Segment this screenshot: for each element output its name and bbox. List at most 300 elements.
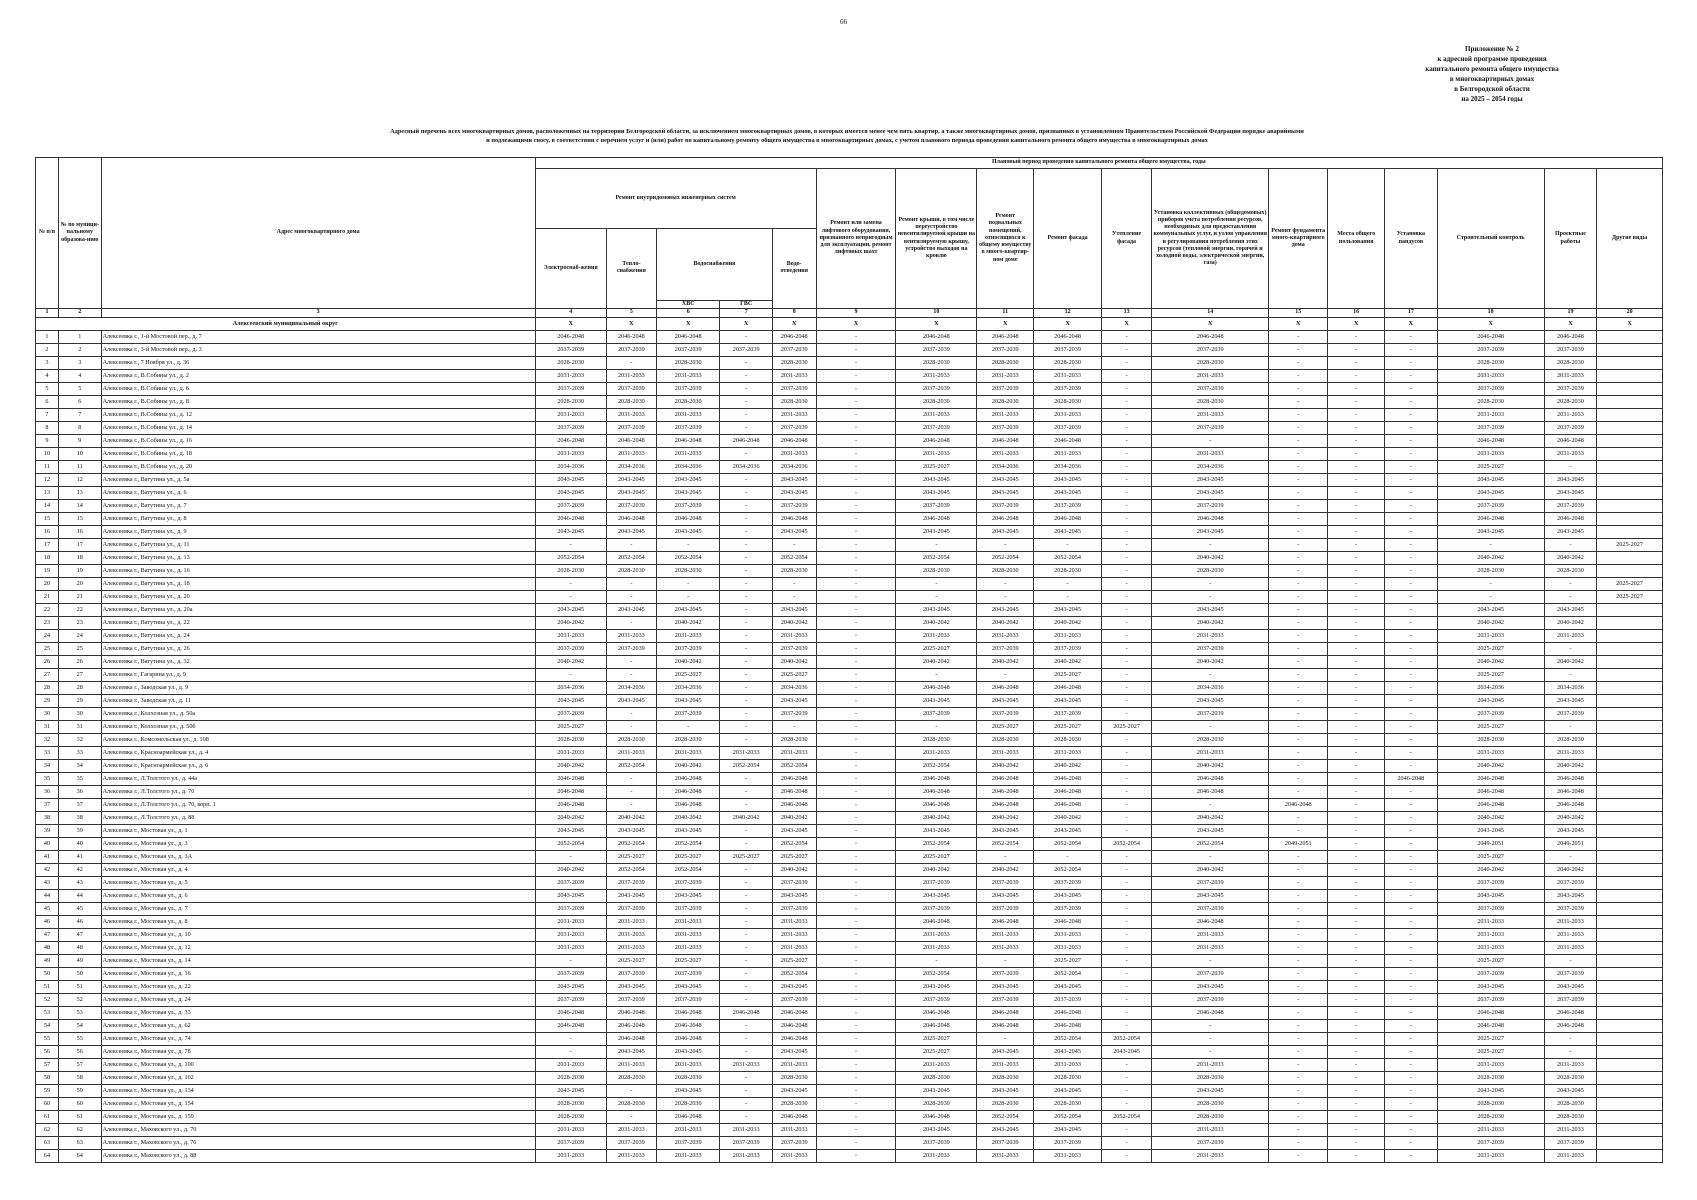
table-cell: - <box>1269 435 1328 448</box>
table-cell: 2052-2054 <box>896 760 977 773</box>
table-cell: - <box>720 500 772 513</box>
table-cell: 2046-2048 <box>1269 799 1328 812</box>
column-number: 19 <box>1544 309 1596 318</box>
table-cell: 10 <box>58 448 101 461</box>
table-cell: 2046-2048 <box>1034 331 1102 344</box>
table-cell: 2040-2042 <box>1152 656 1269 669</box>
table-cell: 2052-2054 <box>896 968 977 981</box>
table-cell: - <box>1101 578 1151 591</box>
table-cell: 2037-2039 <box>606 383 656 396</box>
table-cell: 2031-2033 <box>772 942 816 955</box>
table-cell: - <box>1328 890 1385 903</box>
table-cell: - <box>1385 1137 1437 1150</box>
table-cell: 2043-2045 <box>896 604 977 617</box>
table-cell: - <box>1385 942 1437 955</box>
table-cell: 2043-2045 <box>1034 604 1102 617</box>
table-cell: 2031-2033 <box>657 1150 720 1163</box>
table-cell: 2043-2045 <box>657 981 720 994</box>
table-cell: 42 <box>36 864 59 877</box>
table-cell: 2028-2030 <box>1544 1111 1596 1124</box>
table-cell: - <box>720 487 772 500</box>
table-cell: - <box>977 1033 1034 1046</box>
table-cell: 2037-2039 <box>896 1137 977 1150</box>
table-cell: 2031-2033 <box>606 1059 656 1072</box>
table-row <box>36 851 1663 864</box>
table-cell: - <box>657 578 720 591</box>
table-cell <box>1597 669 1663 682</box>
table-cell: 2031-2033 <box>657 1059 720 1072</box>
table-cell: 2031-2033 <box>720 1124 772 1137</box>
table-cell: 2037-2039 <box>606 903 656 916</box>
table-cell: - <box>1437 591 1544 604</box>
table-cell: 37 <box>58 799 101 812</box>
table-cell: 2043-2045 <box>1034 695 1102 708</box>
table-cell: 2028-2030 <box>535 734 606 747</box>
table-cell: - <box>1101 695 1151 708</box>
table-cell: - <box>1328 903 1385 916</box>
table-cell: 2037-2039 <box>535 344 606 357</box>
table-cell: 44 <box>36 890 59 903</box>
table-cell: - <box>816 1046 896 1059</box>
address-cell: Алексеевка г., Мостовая ул., д. 6 <box>101 890 535 903</box>
table-cell: 2025-2027 <box>1437 955 1544 968</box>
table-cell: 2031-2033 <box>1437 1150 1544 1163</box>
table-cell: 2037-2039 <box>1437 903 1544 916</box>
table-cell: 2043-2045 <box>535 890 606 903</box>
table-cell <box>1597 760 1663 773</box>
table-cell: - <box>1101 591 1151 604</box>
appendix-line: на 2025 – 2054 годы <box>1461 95 1523 103</box>
table-cell: 45 <box>58 903 101 916</box>
table-cell: 2031-2033 <box>1544 747 1596 760</box>
table-cell: - <box>1269 513 1328 526</box>
table-cell: - <box>1152 578 1269 591</box>
table-cell <box>1597 383 1663 396</box>
table-cell: - <box>1385 513 1437 526</box>
table-cell: 2031-2033 <box>896 448 977 461</box>
table-cell: - <box>1328 1072 1385 1085</box>
column-number: 10 <box>896 309 977 318</box>
table-cell: 2028-2030 <box>606 396 656 409</box>
table-cell: 2052-2054 <box>977 552 1034 565</box>
table-cell: 2037-2039 <box>772 422 816 435</box>
table-cell: 2034-2036 <box>1544 682 1596 695</box>
table-cell: 2031-2033 <box>896 370 977 383</box>
table-cell: 2031-2033 <box>1034 747 1102 760</box>
table-cell: 2046-2048 <box>1034 773 1102 786</box>
table-cell: 2037-2039 <box>657 877 720 890</box>
table-cell <box>1597 630 1663 643</box>
table-cell: 2028-2030 <box>772 357 816 370</box>
table-row <box>36 643 1663 656</box>
table-cell: 40 <box>36 838 59 851</box>
table-cell: 2028-2030 <box>1544 734 1596 747</box>
table-cell: - <box>720 552 772 565</box>
table-cell: - <box>606 1111 656 1124</box>
table-cell: 2043-2045 <box>1437 981 1544 994</box>
table-cell: - <box>1101 994 1151 1007</box>
table-cell: 2043-2045 <box>606 604 656 617</box>
table-cell: - <box>1544 461 1596 474</box>
table-cell: 38 <box>58 812 101 825</box>
table-cell: 2049-2051 <box>1544 838 1596 851</box>
table-cell: 2040-2042 <box>1152 760 1269 773</box>
address-cell: Алексеевка г., Мостовая ул., д. 74 <box>101 1033 535 1046</box>
table-cell: 2040-2042 <box>1034 656 1102 669</box>
table-cell: 43 <box>36 877 59 890</box>
table-cell: 2037-2039 <box>1034 903 1102 916</box>
table-cell: 2046-2048 <box>1544 786 1596 799</box>
table-cell: - <box>1385 864 1437 877</box>
table-cell: 2037-2039 <box>535 1137 606 1150</box>
table-cell: 2043-2045 <box>1544 526 1596 539</box>
address-cell: Алексеевка г., Ватутина ул., д. 5а <box>101 474 535 487</box>
table-row <box>36 617 1663 630</box>
table-cell: - <box>720 565 772 578</box>
table-cell: 60 <box>36 1098 59 1111</box>
table-cell: 2031-2033 <box>1152 630 1269 643</box>
table-row <box>36 669 1663 682</box>
section-mark: X <box>1544 318 1596 331</box>
table-cell: 2031-2033 <box>535 1059 606 1072</box>
table-cell: 2025-2027 <box>1437 1033 1544 1046</box>
table-cell: - <box>1328 1098 1385 1111</box>
table-cell: - <box>720 903 772 916</box>
table-cell: 2043-2045 <box>606 695 656 708</box>
table-cell: 2028-2030 <box>1544 565 1596 578</box>
table-cell: 6 <box>36 396 59 409</box>
table-cell: 2043-2045 <box>1034 1085 1102 1098</box>
table-cell: 2028-2030 <box>657 396 720 409</box>
table-cell: - <box>1328 357 1385 370</box>
table-cell: 2040-2042 <box>1034 812 1102 825</box>
table-cell: 2031-2033 <box>535 1124 606 1137</box>
table-cell: - <box>1328 942 1385 955</box>
table-cell: 2043-2045 <box>606 825 656 838</box>
table-cell: 2052-2054 <box>1101 838 1151 851</box>
table-cell: 2043-2045 <box>977 695 1034 708</box>
header-other: Другие виды <box>1597 169 1663 309</box>
table-cell <box>1597 825 1663 838</box>
table-cell: - <box>720 955 772 968</box>
table-cell: - <box>1269 1150 1328 1163</box>
address-cell: Алексеевка г., Заводская ул., д. 9 <box>101 682 535 695</box>
table-cell: - <box>896 591 977 604</box>
table-cell: 2046-2048 <box>1034 682 1102 695</box>
table-cell: 2028-2030 <box>977 357 1034 370</box>
table-cell <box>1597 656 1663 669</box>
table-cell: 2031-2033 <box>535 747 606 760</box>
table-cell: 2028-2030 <box>896 396 977 409</box>
table-cell: 2043-2045 <box>1544 604 1596 617</box>
table-cell: - <box>720 604 772 617</box>
table-cell: 2046-2048 <box>1437 513 1544 526</box>
table-cell: 41 <box>36 851 59 864</box>
table-cell <box>1597 708 1663 721</box>
table-cell: - <box>720 331 772 344</box>
address-cell: Алексеевка г., Мостовая ул., д. 1 <box>101 825 535 838</box>
table-cell: - <box>1101 643 1151 656</box>
table-cell: - <box>1101 968 1151 981</box>
table-cell: 2040-2042 <box>896 617 977 630</box>
table-cell: 2031-2033 <box>1152 409 1269 422</box>
table-cell: - <box>816 1150 896 1163</box>
table-cell: 36 <box>58 786 101 799</box>
table-cell: 2043-2045 <box>535 695 606 708</box>
table-cell: 2052-2054 <box>1034 864 1102 877</box>
address-cell: Алексеевка г., 3-й Мостовой пер., д. 3 <box>101 344 535 357</box>
table-cell: 51 <box>58 981 101 994</box>
table-cell: 2031-2033 <box>772 370 816 383</box>
table-cell: - <box>720 929 772 942</box>
table-cell: 2037-2039 <box>1544 383 1596 396</box>
table-cell: 2043-2045 <box>1152 487 1269 500</box>
table-cell: 2031-2033 <box>1437 1059 1544 1072</box>
table-cell: 2043-2045 <box>772 526 816 539</box>
table-row <box>36 1020 1663 1033</box>
table-cell: 2046-2048 <box>657 1007 720 1020</box>
table-cell: 2037-2039 <box>977 643 1034 656</box>
table-cell: 2046-2048 <box>1034 435 1102 448</box>
table-cell: - <box>1269 890 1328 903</box>
table-cell: 2025-2027 <box>1597 539 1663 552</box>
table-cell: 2037-2039 <box>977 383 1034 396</box>
table-row <box>36 331 1663 344</box>
table-cell: 2034-2036 <box>535 461 606 474</box>
table-cell: 2043-2045 <box>1437 825 1544 838</box>
header-planned-period: Плановый период проведения капитального ремонта общего имущества, годы <box>535 158 1662 169</box>
table-cell: - <box>1101 604 1151 617</box>
table-cell: - <box>1385 435 1437 448</box>
table-cell: 2043-2045 <box>606 890 656 903</box>
table-cell: 57 <box>58 1059 101 1072</box>
table-cell: - <box>1385 1150 1437 1163</box>
column-number: 11 <box>977 309 1034 318</box>
table-cell: 19 <box>36 565 59 578</box>
table-cell: 2046-2048 <box>1544 773 1596 786</box>
table-cell: - <box>1385 578 1437 591</box>
table-cell: 2037-2039 <box>1437 708 1544 721</box>
table-cell: 2031-2033 <box>772 630 816 643</box>
address-cell: Алексеевка г., Ватутина ул., д. 18 <box>101 578 535 591</box>
table-cell: - <box>816 1007 896 1020</box>
table-cell: 2031-2033 <box>1034 1059 1102 1072</box>
table-cell: 2028-2030 <box>1034 1098 1102 1111</box>
table-cell: 2043-2045 <box>1544 695 1596 708</box>
table-cell: 2046-2048 <box>1034 799 1102 812</box>
table-cell: - <box>1328 1046 1385 1059</box>
table-cell: 2040-2042 <box>1544 760 1596 773</box>
table-cell: 2028-2030 <box>606 1072 656 1085</box>
appendix-line: к адресной программе проведения <box>1437 55 1547 63</box>
table-cell: 59 <box>36 1085 59 1098</box>
table-cell: 2037-2039 <box>1544 877 1596 890</box>
table-cell: - <box>1328 1020 1385 1033</box>
table-cell: 2046-2048 <box>1152 513 1269 526</box>
table-cell: 2046-2048 <box>1544 799 1596 812</box>
table-cell: - <box>1385 851 1437 864</box>
table-cell: 28 <box>58 682 101 695</box>
table-cell: - <box>606 669 656 682</box>
address-cell: Алексеевка г., Маховского ул., д. 88 <box>101 1150 535 1163</box>
table-cell: - <box>1152 1033 1269 1046</box>
table-cell: 2031-2033 <box>657 630 720 643</box>
table-cell: - <box>1385 1059 1437 1072</box>
appendix-line: капитального ремонта общего имущества <box>1425 65 1559 73</box>
table-cell: - <box>816 578 896 591</box>
table-cell: 2037-2039 <box>772 877 816 890</box>
table-cell: - <box>720 630 772 643</box>
table-cell <box>1597 552 1663 565</box>
table-cell: 2040-2042 <box>535 812 606 825</box>
table-cell: 2028-2030 <box>977 396 1034 409</box>
table-cell: 9 <box>58 435 101 448</box>
table-cell: - <box>816 513 896 526</box>
table-cell: - <box>816 708 896 721</box>
table-cell: 2043-2045 <box>896 981 977 994</box>
table-cell <box>1597 864 1663 877</box>
table-cell: 2037-2039 <box>1544 1137 1596 1150</box>
table-cell: 2040-2042 <box>1437 760 1544 773</box>
table-cell: 2028-2030 <box>772 565 816 578</box>
table-row <box>36 526 1663 539</box>
table-cell: - <box>816 851 896 864</box>
section-mark: X <box>1152 318 1269 331</box>
table-cell: - <box>1101 435 1151 448</box>
table-row <box>36 994 1663 1007</box>
table-cell: - <box>1101 851 1151 864</box>
table-cell: 2046-2048 <box>772 1007 816 1020</box>
table-cell: - <box>1269 539 1328 552</box>
table-cell: - <box>1269 461 1328 474</box>
table-cell: - <box>1385 461 1437 474</box>
table-cell: 2043-2045 <box>606 474 656 487</box>
address-cell: Алексеевка г., Мостовая ул., д. 159 <box>101 1111 535 1124</box>
table-cell: - <box>606 799 656 812</box>
table-cell: - <box>1328 630 1385 643</box>
table-cell <box>1597 747 1663 760</box>
table-cell: - <box>1328 448 1385 461</box>
table-cell: 22 <box>36 604 59 617</box>
table-cell: - <box>1269 734 1328 747</box>
table-cell: 2037-2039 <box>606 994 656 1007</box>
table-cell: 2028-2030 <box>1544 396 1596 409</box>
table-cell: - <box>772 591 816 604</box>
address-cell: Алексеевка г., В.Собины ул., д. 16 <box>101 435 535 448</box>
table-cell: 63 <box>58 1137 101 1150</box>
table-cell: 2052-2054 <box>1034 968 1102 981</box>
table-cell: 36 <box>36 786 59 799</box>
table-row <box>36 409 1663 422</box>
table-cell: 2043-2045 <box>1152 1085 1269 1098</box>
table-cell: 13 <box>36 487 59 500</box>
table-cell: 2028-2030 <box>1152 734 1269 747</box>
table-cell: - <box>1269 370 1328 383</box>
table-cell: 2028-2030 <box>1544 357 1596 370</box>
table-cell: - <box>1269 1098 1328 1111</box>
table-cell: 15 <box>58 513 101 526</box>
table-cell: 2025-2027 <box>657 955 720 968</box>
table-cell: - <box>720 422 772 435</box>
table-cell: - <box>1328 552 1385 565</box>
table-cell: 2046-2048 <box>772 513 816 526</box>
table-cell: 46 <box>36 916 59 929</box>
table-cell: 2031-2033 <box>535 409 606 422</box>
table-cell: 2052-2054 <box>1101 1111 1151 1124</box>
header-roof: Ремонт крыши, в том числе переустройство невентилируемой крыши на вентилируемую крышу, устройство выходов на кровлю <box>896 169 977 309</box>
table-cell: - <box>1101 955 1151 968</box>
table-cell: 2040-2042 <box>1437 617 1544 630</box>
table-cell: 2025-2027 <box>1437 1046 1544 1059</box>
table-cell: - <box>1544 955 1596 968</box>
table-cell: 2043-2045 <box>606 1046 656 1059</box>
table-cell: 2031-2033 <box>1152 747 1269 760</box>
table-cell: - <box>606 708 656 721</box>
table-cell: 2043-2045 <box>772 474 816 487</box>
table-cell: - <box>1328 929 1385 942</box>
table-cell: 2043-2045 <box>1034 474 1102 487</box>
table-cell: - <box>1101 877 1151 890</box>
table-cell: - <box>1385 370 1437 383</box>
table-cell: - <box>720 708 772 721</box>
table-cell: 2037-2039 <box>1437 1137 1544 1150</box>
table-cell: - <box>816 994 896 1007</box>
table-cell: 2043-2045 <box>657 890 720 903</box>
table-cell: 2025-2027 <box>606 955 656 968</box>
table-cell: 2025-2027 <box>1437 669 1544 682</box>
address-cell: Алексеевка г., Мостовая ул., д. 24 <box>101 994 535 1007</box>
table-cell: 2031-2033 <box>1437 630 1544 643</box>
table-cell: 2037-2039 <box>1437 383 1544 396</box>
table-cell: 2025-2027 <box>772 955 816 968</box>
table-cell: - <box>1269 669 1328 682</box>
table-cell: 2031-2033 <box>772 448 816 461</box>
table-cell: - <box>606 357 656 370</box>
table-cell: 29 <box>36 695 59 708</box>
table-cell: 2052-2054 <box>657 864 720 877</box>
table-cell: 2043-2045 <box>535 825 606 838</box>
table-cell: 2037-2039 <box>896 344 977 357</box>
table-cell: 2046-2048 <box>896 773 977 786</box>
table-cell: 2046-2048 <box>1437 786 1544 799</box>
table-cell: 2031-2033 <box>1544 409 1596 422</box>
table-cell: 2028-2030 <box>657 1072 720 1085</box>
table-cell: 2031-2033 <box>1152 448 1269 461</box>
table-row <box>36 1059 1663 1072</box>
table-cell: 55 <box>58 1033 101 1046</box>
table-cell: 2040-2042 <box>977 864 1034 877</box>
table-cell: - <box>816 1085 896 1098</box>
table-cell: 2034-2036 <box>1152 461 1269 474</box>
table-cell: 2046-2048 <box>772 331 816 344</box>
table-cell: - <box>1101 903 1151 916</box>
address-cell: Алексеевка г., Мостовая ул., д. 78 <box>101 1046 535 1059</box>
table-cell: 2040-2042 <box>1437 864 1544 877</box>
table-cell: 2040-2042 <box>657 812 720 825</box>
table-cell: - <box>720 773 772 786</box>
table-cell: 2031-2033 <box>896 409 977 422</box>
table-cell: 60 <box>58 1098 101 1111</box>
table-cell: - <box>1328 578 1385 591</box>
table-cell: 19 <box>58 565 101 578</box>
table-cell: - <box>1101 682 1151 695</box>
table-cell: 2043-2045 <box>657 1085 720 1098</box>
table-cell: 2043-2045 <box>657 825 720 838</box>
address-cell: Алексеевка г., Мостовая ул., д. 33 <box>101 1007 535 1020</box>
table-cell: - <box>1101 812 1151 825</box>
table-cell: 57 <box>36 1059 59 1072</box>
table-cell: 2052-2054 <box>657 552 720 565</box>
